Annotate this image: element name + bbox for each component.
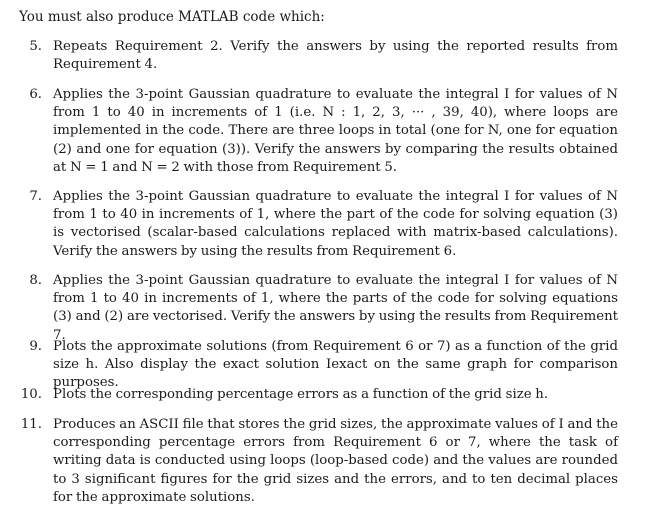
- requirement-number: 10.: [20, 387, 42, 402]
- requirement-number: 8.: [29, 273, 42, 288]
- requirement-text: Plots the corresponding percentage errors as a function of the grid size h.: [53, 387, 549, 402]
- requirement-text: Applies the 3-point Gaussian quadrature to evaluate the integral I for values of N from 1 to 40 in increments of 1, where the parts of the code for solving equations (3) and (2) are vectorised. Verify the answers by using the results from Requirement 7.: [53, 273, 618, 343]
- requirement-number: 11.: [20, 417, 42, 432]
- requirement-number: 6.: [29, 87, 42, 102]
- requirement-text: Repeats Requirement 2. Verify the answers by using the reported results from Requirement 4.: [53, 39, 618, 73]
- requirement-text: Plots the approximate solutions (from Requirement 6 or 7) as a function of the grid size h. Also display the exact solution Iexact on the same graph for comparison purposes.: [53, 339, 618, 391]
- requirement-text: Applies the 3-point Gaussian quadrature to evaluate the integral I for values of N from 1 to 40 in increments of 1 (i.e. N : 1, 2, 3, ··· , 39, 40), where loops are implemented in the code. There are three loops in total (one for N, one for equation (2) and one for equation (3)). Verify the answers by comparing the results obtained at N = 1 and N = 2 with those from Requirement 5.: [53, 87, 618, 175]
- requirement-number: 5.: [29, 39, 42, 54]
- requirement-text: Applies the 3-point Gaussian quadrature to evaluate the integral I for values of N from 1 to 40 in increments of 1, where the part of the code for solving equation (3) is vectorised (scalar-based calculations replaced with matrix-based calculations). Verify the answers by using the results from Requirement 6.: [53, 189, 618, 259]
- intro-text: You must also produce MATLAB code which:: [19, 9, 325, 25]
- requirement-number: 9.: [29, 339, 42, 354]
- requirement-number: 7.: [29, 189, 42, 204]
- requirement-text: Produces an ASCII file that stores the grid sizes, the approximate values of I and the corresponding percentage errors from Requirement 6 or 7, where the task of writing data is conducted using loops (loop-based code) and the values are rounded to 3 significant figures for the grid sizes and the errors, and to ten decimal places for the approximate solutions.: [53, 417, 618, 505]
